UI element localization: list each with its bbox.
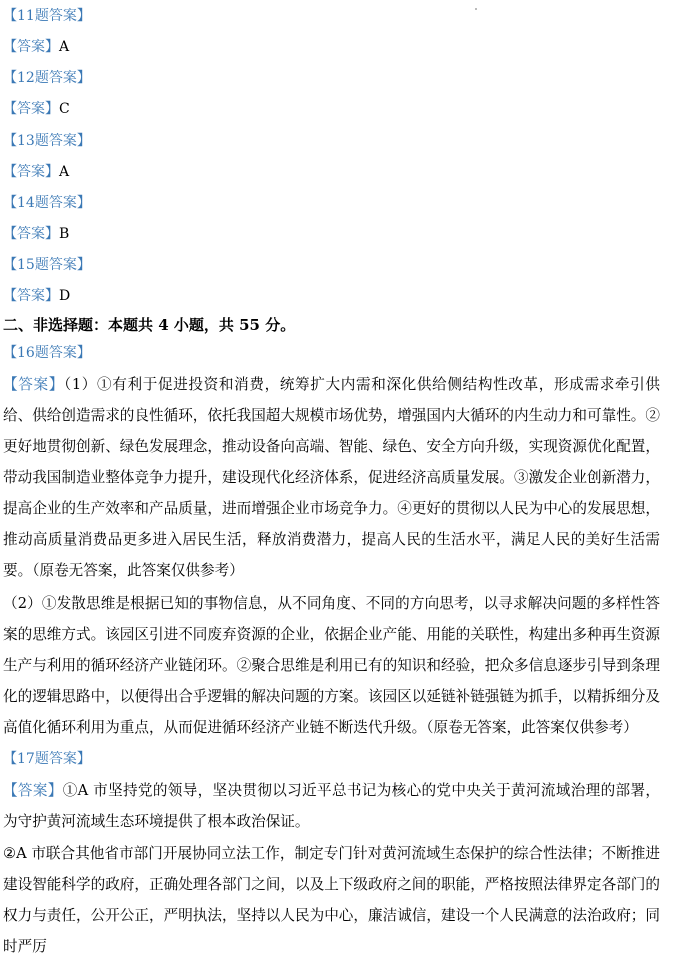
answer-line-15: 【答案】D xyxy=(3,288,71,304)
answer-heading-13: 【13题答案】 xyxy=(3,133,91,149)
answer-17-p2: ②A 市联合其他省市部门开展协同立法工作，制定专门针对黄河流域生态保护的综合性法律；不断推进建设智能科学的政府，正确处理各部门之间，以及上下级政府之间的职能，严格按照法律界定各部门的权力与责任，公开公正，严明执法，坚持以人民为中心，廉洁诚信，建设一个人民满意的法治政府；同时严厉 xyxy=(3,845,660,955)
answer-line-12: 【答案】C xyxy=(3,101,70,117)
answer-heading-16: 【16题答案】 xyxy=(3,345,91,361)
answer-16-part1: 【答案】（1）①有利于促进投资和消费，统筹扩大内需和深化供给侧结构性改革，形成需求牵引供给、供给创造需求的良性循环，依托我国超大规模市场优势，增强国内大循环的内生动力和可靠性。②更好地贯彻创新、绿色发展理念，推动设备向高端、智能、绿色、安全方向升级，实现资源优化配置，带动我国制造业整体竞争力提升，建设现代化经济体系，促进经济高质量发展。③激发企业创新潜力，提高企业的生产效率和产品质量，进而增强企业市场竞争力。④更好的贯彻以人民为中心的发展思想，推动高质量消费品更多进入居民生活，释放消费潜力，提高人民的生活水平，满足人民的美好生活需要。（原卷无答案，此答案仅供参考） xyxy=(3,376,660,579)
answer-heading-11: 【11题答案】 xyxy=(3,8,91,24)
answer-heading-14: 【14题答案】 xyxy=(3,195,91,211)
section-heading: 二、非选择题：本题共 4 小题，共 55 分。 xyxy=(3,316,296,334)
answer-17-p1: 【答案】①A 市坚持党的领导，坚决贯彻以习近平总书记为核心的党中央关于黄河流域治理的部署，为守护黄河流域生态环境提供了根本政治保证。 xyxy=(3,782,660,830)
answer-line-13: 【答案】A xyxy=(3,164,70,180)
scan-speck xyxy=(475,8,477,10)
answer-heading-12: 【12题答案】 xyxy=(3,70,91,86)
answer-line-11: 【答案】A xyxy=(3,39,70,55)
answer-heading-15: 【15题答案】 xyxy=(3,257,91,273)
answer-heading-17: 【17题答案】 xyxy=(3,751,91,767)
answer-line-14: 【答案】B xyxy=(3,226,70,242)
answer-16-part2: （2）①发散思维是根据已知的事物信息，从不同角度、不同的方向思考，以寻求解决问题的多样性答案的思维方式。该园区引进不同废弃资源的企业，依据企业产能、用能的关联性，构建出多种再生资源生产与利用的循环经济产业链闭环。②聚合思维是利用已有的知识和经验，把众多信息逐步引导到条理化的逻辑思路中，以便得出合乎逻辑的解决问题的方案。该园区以延链补链强链为抓手，以精拆细分及高值化循环利用为重点，从而促进循环经济产业链不断迭代升级。（原卷无答案，此答案仅供参考） xyxy=(3,595,660,736)
